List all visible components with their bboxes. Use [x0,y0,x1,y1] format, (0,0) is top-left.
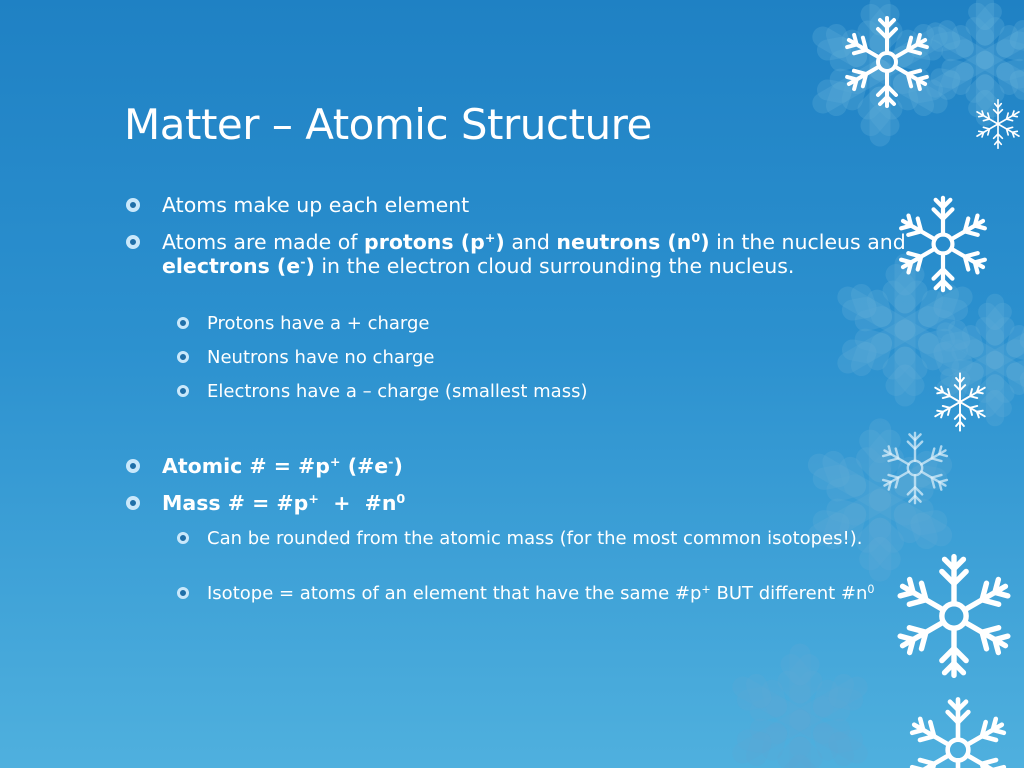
bullet-atoms-made-of [162,230,907,278]
bullet-text: Can be rounded from the atomic mass (for the most common isotopes!). [207,528,863,549]
text-segment: and [504,230,557,254]
bullet-mass-number [162,491,907,515]
bullet-marker [126,235,140,249]
bullet-text: Atoms make up each element [162,193,470,217]
text-segment: in the nucleus and [709,230,906,254]
sub-bullet-neutrons-charge [207,347,897,368]
sub-bullet-isotope [207,583,897,604]
bullet-text: Neutrons have no charge [207,347,435,368]
term-protons: protons (p+) [364,230,505,254]
bullet-marker [177,532,189,544]
bullet-marker [177,385,189,397]
bullet-marker [177,351,189,363]
formula-mass-number: Mass # = #p+ + $\#n^0$ [162,491,406,515]
bullet-marker [126,459,140,473]
term-electrons: electrons (e-) [162,254,315,278]
term-neutrons: neutrons $(n^0)$ [556,230,710,254]
bullet-text: Electrons have a – charge (smallest mass) [207,381,588,402]
slide-title: Matter – Atomic Structure [124,100,652,149]
sub-bullet-protons-charge [207,313,897,334]
bullet-marker [177,317,189,329]
bullet-atomic-number [162,454,907,478]
bullet-text: Protons have a + charge [207,313,430,334]
bullet-marker [126,198,140,212]
sub-bullet-electrons-charge [207,381,897,402]
bullet-marker [177,587,189,599]
bullet-marker [126,496,140,510]
bullet-atoms-element [162,193,907,217]
bullet-text: Isotope = atoms of an element that have the same #p+ BUT different $\#n^0$ [207,582,875,604]
text-segment: Atoms are made of [162,230,365,254]
formula-atomic-number: Atomic # = #p+ (#e-) [162,454,403,478]
sub-bullet-rounded-atomic-mass [207,528,897,549]
text-segment: in the electron cloud surrounding the nucleus. [314,254,795,278]
